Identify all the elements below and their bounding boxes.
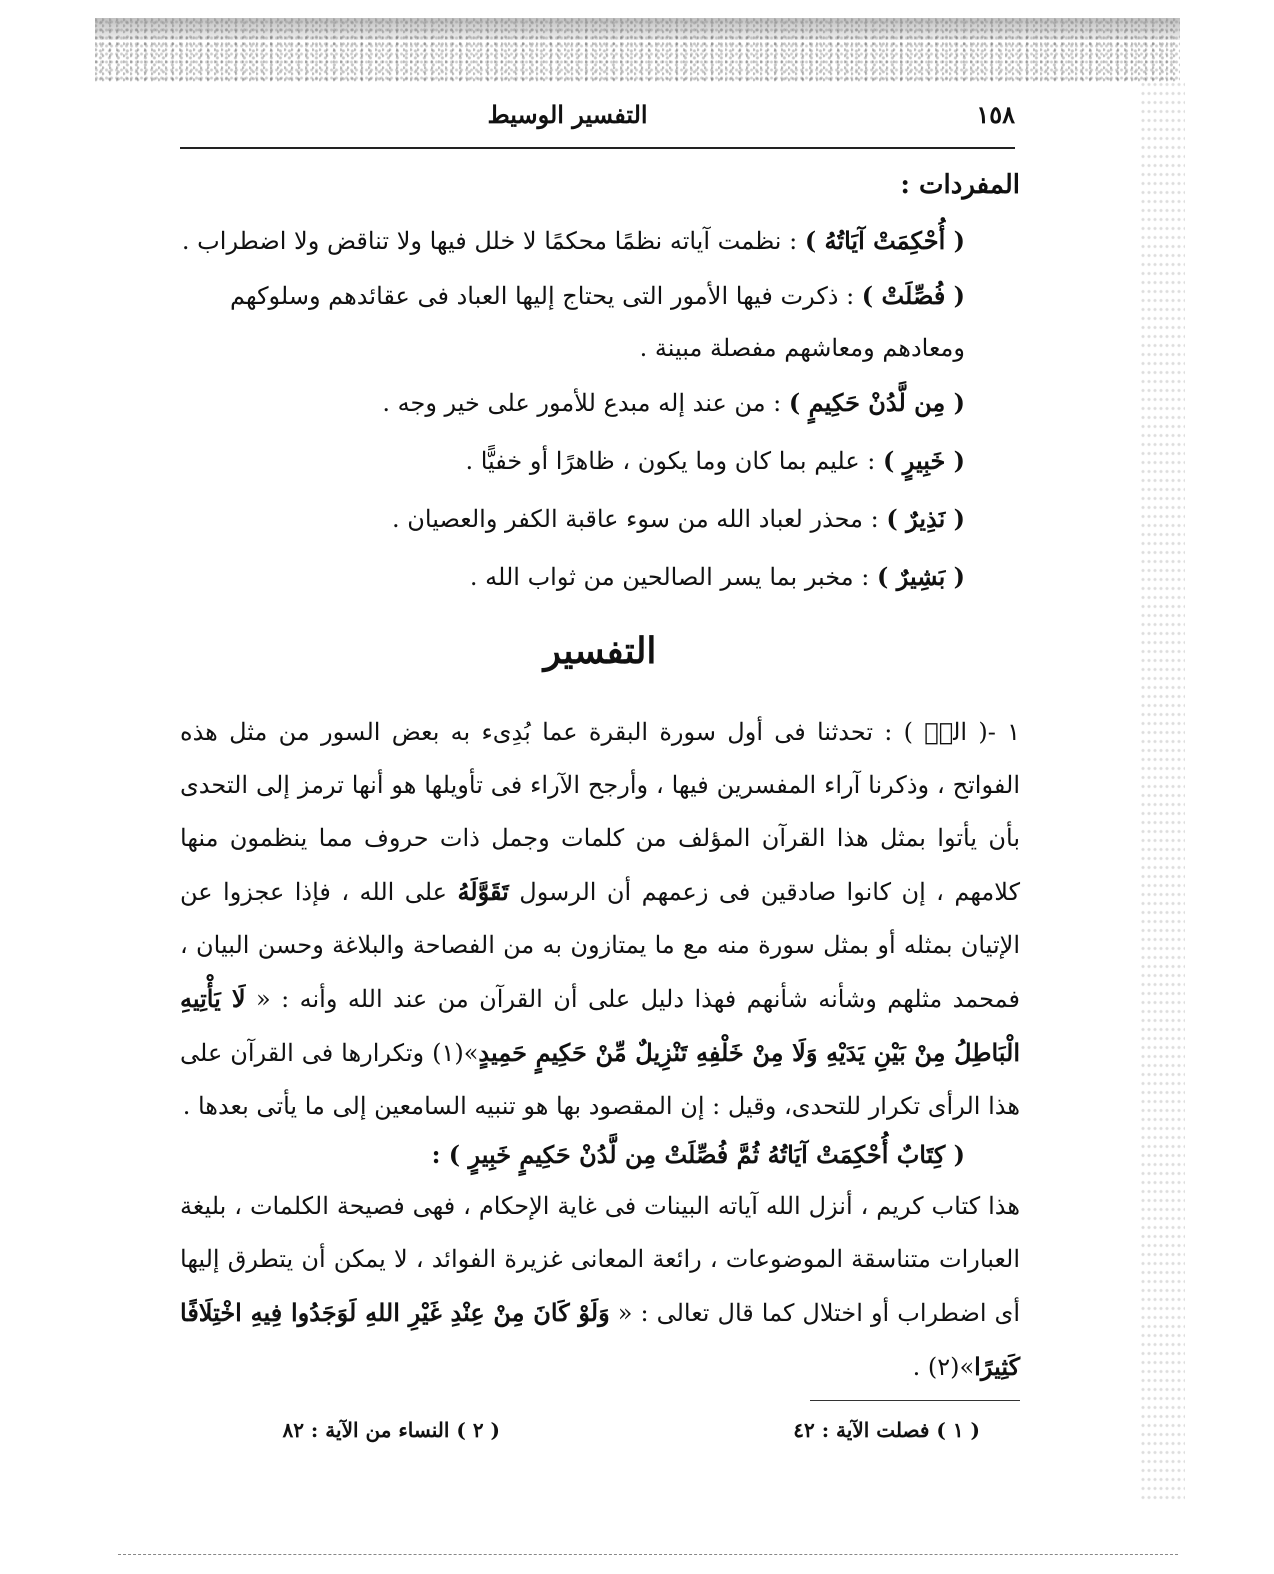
vocab-definition: : محذر لعباد الله من سوء عاقبة الكفر والعصيان .: [392, 505, 887, 533]
paragraph-text: هذا كتاب كريم ، أنزل الله آياته البينات فى غاية الإحكام ، فهى فصيحة الكلمات ، بليغة العبارات متناسقة الموضوعات ، رائعة المعانى غزيرة الفوائد ، لا يمكن أن يتطرق إليها أى اضطراب أو اختلال كما قال تعالى : «: [180, 1192, 1020, 1327]
vocab-term: ( بَشِيرٌ ): [877, 562, 965, 591]
section-title: التفسير: [543, 630, 657, 672]
vocab-definition: : ذكرت فيها الأمور التى يحتاج إليها العباد فى عقائدهم وسلوكهم ومعادهم ومعاشهم مفصلة مبينة .: [230, 282, 965, 362]
vocab-item: [180, 432, 1020, 490]
footnote-1: ( ١ ) فصلت الآية : ٤٢: [793, 1418, 980, 1442]
paragraph-text: .: [912, 1353, 928, 1381]
footnote-2: ( ٢ ) النساء من الآية : ٨٢: [282, 1418, 500, 1442]
footnotes: [180, 1418, 1020, 1452]
vocab-term: ( أُحْكِمَتْ آيَاتُهُ ): [804, 226, 965, 255]
vocab-definition: : من عند إله مبدع للأمور على خير وجه .: [382, 389, 789, 417]
quran-verse: لَا يَأْتِيهِ الْبَاطِلُ مِنْ بَيْنِ يَدَيْهِ وَلَا مِنْ خَلْفِهِ تَنْزِيلٌ مِّنْ حَكِيمٍ حَمِيدٍ: [180, 984, 1020, 1067]
footnote-ref: »(١): [432, 1039, 479, 1067]
vocab-definition: : عليم بما كان وما يكون ، ظاهرًا أو خفيًّا .: [465, 447, 884, 475]
page-number: ١٥٨: [976, 100, 1015, 129]
paragraph-text: ١ -( الرۤ ) : تحدثنا فى أول سورة البقرة عما بُدِىء به بعض السور من مثل هذه الفواتح ، وذكرنا آراء المفسرين فيها ، وأرجح الآراء فى تأويلها هو أنها ترمز إلى التحدى بأن يأتوا بمثل هذا القرآن المؤلف من كلمات وجمل ذات حروف مما ينظمون منها كلامهم ، إن كانوا صادقين فى زعمهم أن الرسول: [180, 718, 1020, 906]
verse-heading: ( كِتَابٌ أُحْكِمَتْ آيَاتُهُ ثُمَّ فُصِّلَتْ مِن لَّدُنْ حَكِيمٍ خَبِيرٍ ) :: [431, 1140, 965, 1169]
paragraph-text: على الله ، فإذا عجزوا عن الإتيان بمثله أو بمثل سورة منه مع ما يمتازون به من الفصاحة والبلاغة وحسن البيان ، فمحمد مثلهم وشأنه شأنهم فهذا دليل على أن القرآن من عند الله وأنه : «: [180, 878, 1020, 1013]
tafsir-paragraph-2: [180, 1180, 1020, 1394]
vocab-definition: : نظمت آياته نظمًا محكمًا لا خلل فيها ولا تناقض ولا اضطراب .: [181, 227, 805, 255]
quran-verse: وَلَوْ كَانَ مِنْ عِنْدِ غَيْرِ اللهِ لَوَجَدُوا فِيهِ اخْتِلَافًا كَثِيرًا: [180, 1298, 1020, 1381]
vocab-term: ( خَبِيرٍ ): [883, 446, 965, 475]
header-rule: [180, 147, 1015, 149]
paragraph-text: وتكرارها فى القرآن على هذا الرأى تكرار للتحدى، وقيل : إن المقصود بها هو تنبيه السامعين إلى ما يأتى بعدها .: [180, 1039, 1020, 1120]
footnote-ref: »(٢): [927, 1353, 975, 1381]
scan-bottom-edge: [118, 1554, 1178, 1555]
tafsir-paragraph-1: [180, 706, 1020, 1133]
quran-word: تَقَوَّلَهُ: [457, 877, 509, 906]
vocab-term: ( نَذِيرٌ ): [886, 504, 965, 533]
running-title: التفسير الوسيط: [487, 100, 648, 129]
vocabulary-heading: المفردات :: [900, 170, 1020, 200]
page-header: [180, 100, 1015, 140]
vocab-item: [180, 374, 1020, 432]
vocab-term: ( فُصِّلَتْ ): [861, 281, 965, 310]
footnote-rule: [810, 1400, 1020, 1401]
vocab-item: [180, 490, 1020, 548]
vocab-item: [180, 212, 1020, 270]
scan-noise-right: [1140, 80, 1185, 1500]
vocab-term: ( مِن لَّدُنْ حَكِيمٍ ): [788, 388, 965, 417]
vocab-item: [180, 548, 1020, 606]
vocab-item: [180, 270, 1020, 374]
vocab-definition: : مخبر بما يسر الصالحين من ثواب الله .: [469, 563, 877, 591]
vocabulary-list: [180, 212, 1020, 606]
scan-noise-top: [95, 18, 1180, 84]
